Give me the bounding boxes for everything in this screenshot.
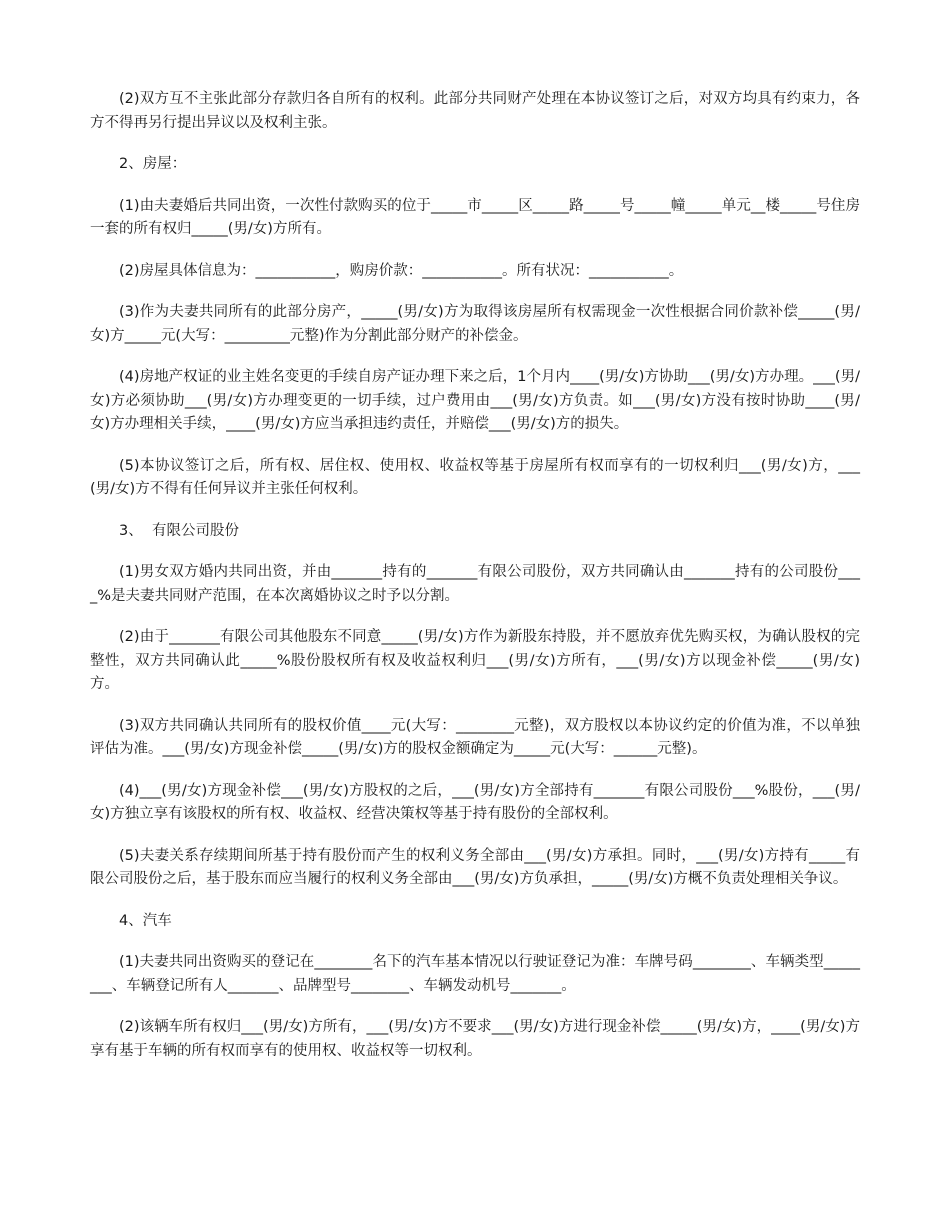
paragraph-house-title-transfer: (4)房地产权证的业主姓名变更的手续自房产证办理下来之后，1个月内____(男/女)方协助___(男/女)方办理。___(男/女)方必须协助___(男/女)方办理变更的一切手续，过户费用由___(男/女)方负责。如___(男/女)方没有按时协助____(男/女)方办理相关手续，____(男/女)方应当承担违约责任，并赔偿___(男/女)方的损失。 (90, 369, 860, 432)
paragraph-shares-scope: (1)男女双方婚内共同出资，并由_______持有的_______有限公司股份，双方共同确认由_______持有的公司股份____%是夫妻共同财产范围，在本次离婚协议之时予以分割。 (90, 564, 860, 604)
section-heading-house: 2、房屋： (119, 156, 187, 172)
paragraph-car-info: (1)夫妻共同出资购买的登记在________名下的汽车基本情况以行驶证登记为准：车牌号码________、车辆类型________、车辆登记所有人_______、品牌型号________、车辆发动机号_______。 (90, 954, 860, 994)
paragraph-house-rights: (5)本协议签订之后，所有权、居住权、使用权、收益权等基于房屋所有权而享有的一切权利归___(男/女)方，___(男/女)方不得有任何异议并主张任何权利。 (90, 457, 860, 497)
section-heading-car: 4、汽车 (119, 912, 172, 929)
paragraph-shares-ownership: (2)由于_______有限公司其他股东不同意_____(男/女)方作为新股东持股，并不愿放弃优先购买权，为确认股权的完整性，双方共同确认此_____%股份股权所有权及收益权利归___(男/女)方所有，___(男/女)方以现金补偿_____(男/女)方。 (90, 629, 860, 692)
paragraph-car-ownership: (2)该辆车所有权归___(男/女)方所有，___(男/女)方不要求___(男/女)方进行现金补偿_____(男/女)方，____(男/女)方享有基于车辆的所有权而享有的使用权、收益权等一切权利。 (90, 1019, 860, 1059)
paragraph-shares-holding: (4)___(男/女)方现金补偿___(男/女)方股权的之后，___(男/女)方全部持有_______有限公司股份___%股份，___(男/女)方独立享有该股权的所有权、收益权、经营决策权等基于持有股份的全部权利。 (90, 782, 860, 822)
document-body (90, 88, 860, 1081)
paragraph-house-ownership: (1)由夫妻婚后共同出资，一次性付款购买的位于_____市_____区_____路_____号_____幢_____单元__楼_____号住房一套的所有权归_____(男/女)方所有。 (90, 197, 860, 237)
paragraph-house-info: (2)房屋具体信息为：___________，购房价款：___________。所有状况：___________。 (119, 262, 684, 279)
paragraph-deposit-rights: (2)双方互不主张此部分存款归各自所有的权利。此部分共同财产处理在本协议签订之后，对双方均具有约束力，各方不得再另行提出异议以及权利主张。 (90, 91, 860, 131)
paragraph-shares-obligations: (5)夫妻关系存续期间所基于持有股份而产生的权利义务全部由___(男/女)方承担。同时，___(男/女)方持有_____有限公司股份之后，基于股东而应当履行的权利义务全部由___(男/女)方负承担，_____(男/女)方概不负责处理相关争议。 (90, 847, 860, 887)
section-heading-shares: 3、 有限公司股份 (119, 522, 239, 539)
paragraph-shares-value: (3)双方共同确认共同所有的股权价值____元(大写：________元整)，双方股权以本协议约定的价值为准，不以单独评估为准。___(男/女)方现金补偿_____(男/女)方的股权金额确定为_____元(大写：______元整)。 (90, 717, 860, 757)
paragraph-house-compensation: (3)作为夫妻共同所有的此部分房产，_____(男/女)方为取得该房屋所有权需现金一次性根据合同价款补偿_____(男/女)方_____元(大写：_________元整)作为分割此部分财产的补偿金。 (90, 304, 860, 344)
